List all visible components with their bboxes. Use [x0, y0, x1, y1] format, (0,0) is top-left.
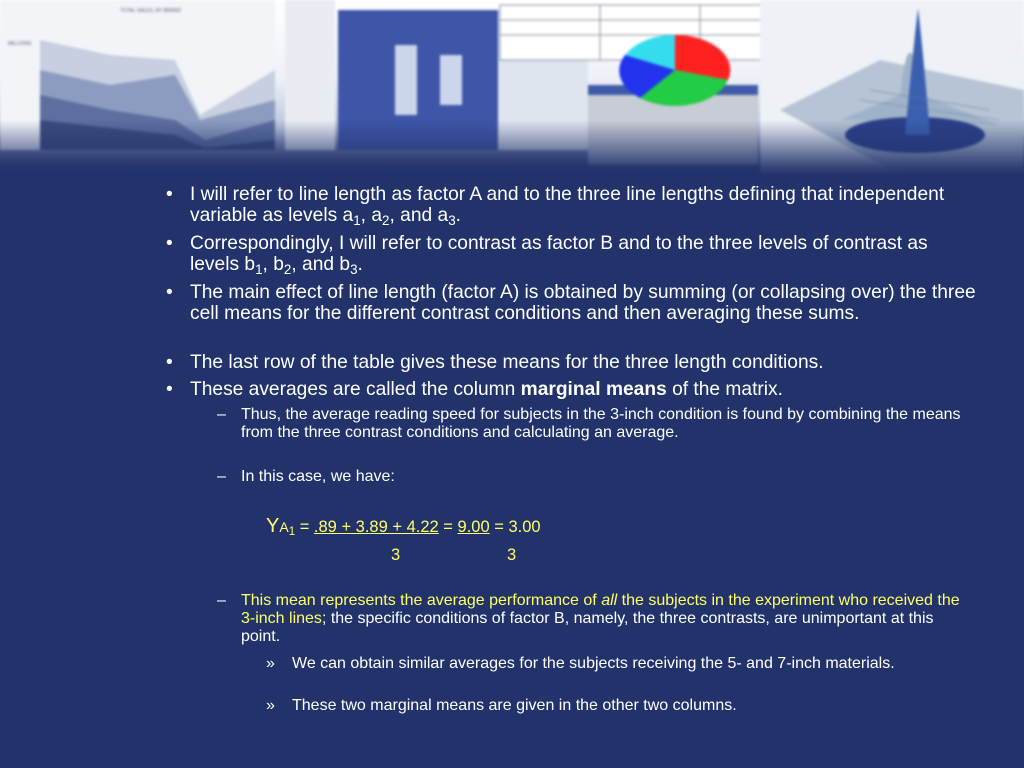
- dash-mark: –: [217, 406, 226, 423]
- formula-denominator-2: 3: [507, 546, 517, 564]
- formula-y: Y: [266, 515, 280, 537]
- bullet-mark: •: [166, 352, 173, 373]
- sub-mean-represents: – This mean represents the average performance of all the subjects in the experiment who received the 3-inch lines; the specific conditions of factor B, namely, the three contrasts, are unimportant at this point.: [217, 592, 960, 645]
- formula-denominator-1: 3: [391, 546, 401, 564]
- formula-numerator: .89 + 3.89 + 4.22: [313, 518, 439, 536]
- marginal-means-term: marginal means: [520, 379, 667, 400]
- bullet-mark: •: [166, 184, 173, 205]
- sub-average-reading-speed: – Thus, the average reading speed for subjects in the 3-inch condition is found by combining the means from the three contrast conditions and calculating an average.: [217, 406, 961, 441]
- bullet-factor-a: • I will refer to line length as factor A and to the three line lengths defining that independent variable as levels $a_1$, $a_2$, and $a_3$.: [166, 184, 945, 229]
- bullet-mark: •: [166, 379, 173, 400]
- emphasis-all: all: [601, 592, 618, 609]
- dash-mark: –: [217, 468, 226, 485]
- dash-mark: –: [217, 592, 226, 609]
- formula-result: = 3.00: [489, 518, 541, 536]
- bullet-last-row: • The last row of the table gives these means for the three length conditions.: [166, 352, 824, 373]
- bullet-mark: •: [166, 282, 173, 303]
- chevron-mark: »: [266, 655, 275, 672]
- formula-subscript: 1: [288, 526, 296, 539]
- subsub-similar-averages: » We can obtain similar averages for the subjects receiving the 5- and 7-inch materials.: [266, 655, 895, 672]
- banner-chart-title: TOTAL SALES, BY BRAND: [120, 8, 182, 14]
- chevron-mark: »: [266, 697, 275, 714]
- bullet-marginal-means: • These averages are called the column marginal means of the matrix.: [166, 379, 783, 400]
- bullet-mark: •: [166, 233, 173, 254]
- sub-in-this-case: – In this case, we have:: [217, 468, 395, 485]
- banner-ylabel: MILLIONS: [8, 41, 32, 47]
- subsub-other-columns: » These two marginal means are given in the other two columns.: [266, 697, 737, 714]
- formula-row: $YA_1 = .89 + 3.89 + 4.22 = 9.00 = 3.00$: [266, 515, 541, 539]
- bullet-factor-b: • Correspondingly, I will refer to contrast as factor B and to the three levels of contrast as levels $b_1$, $b_2$, and $b_3$.: [166, 233, 928, 278]
- bullet-main-effect: • The main effect of line length (factor A) is obtained by summing (or collapsing over) the three cell means for the different contrast conditions and then averaging these sums.: [166, 282, 976, 324]
- formula-a: A: [279, 519, 289, 535]
- formula-sum: 9.00: [457, 518, 490, 536]
